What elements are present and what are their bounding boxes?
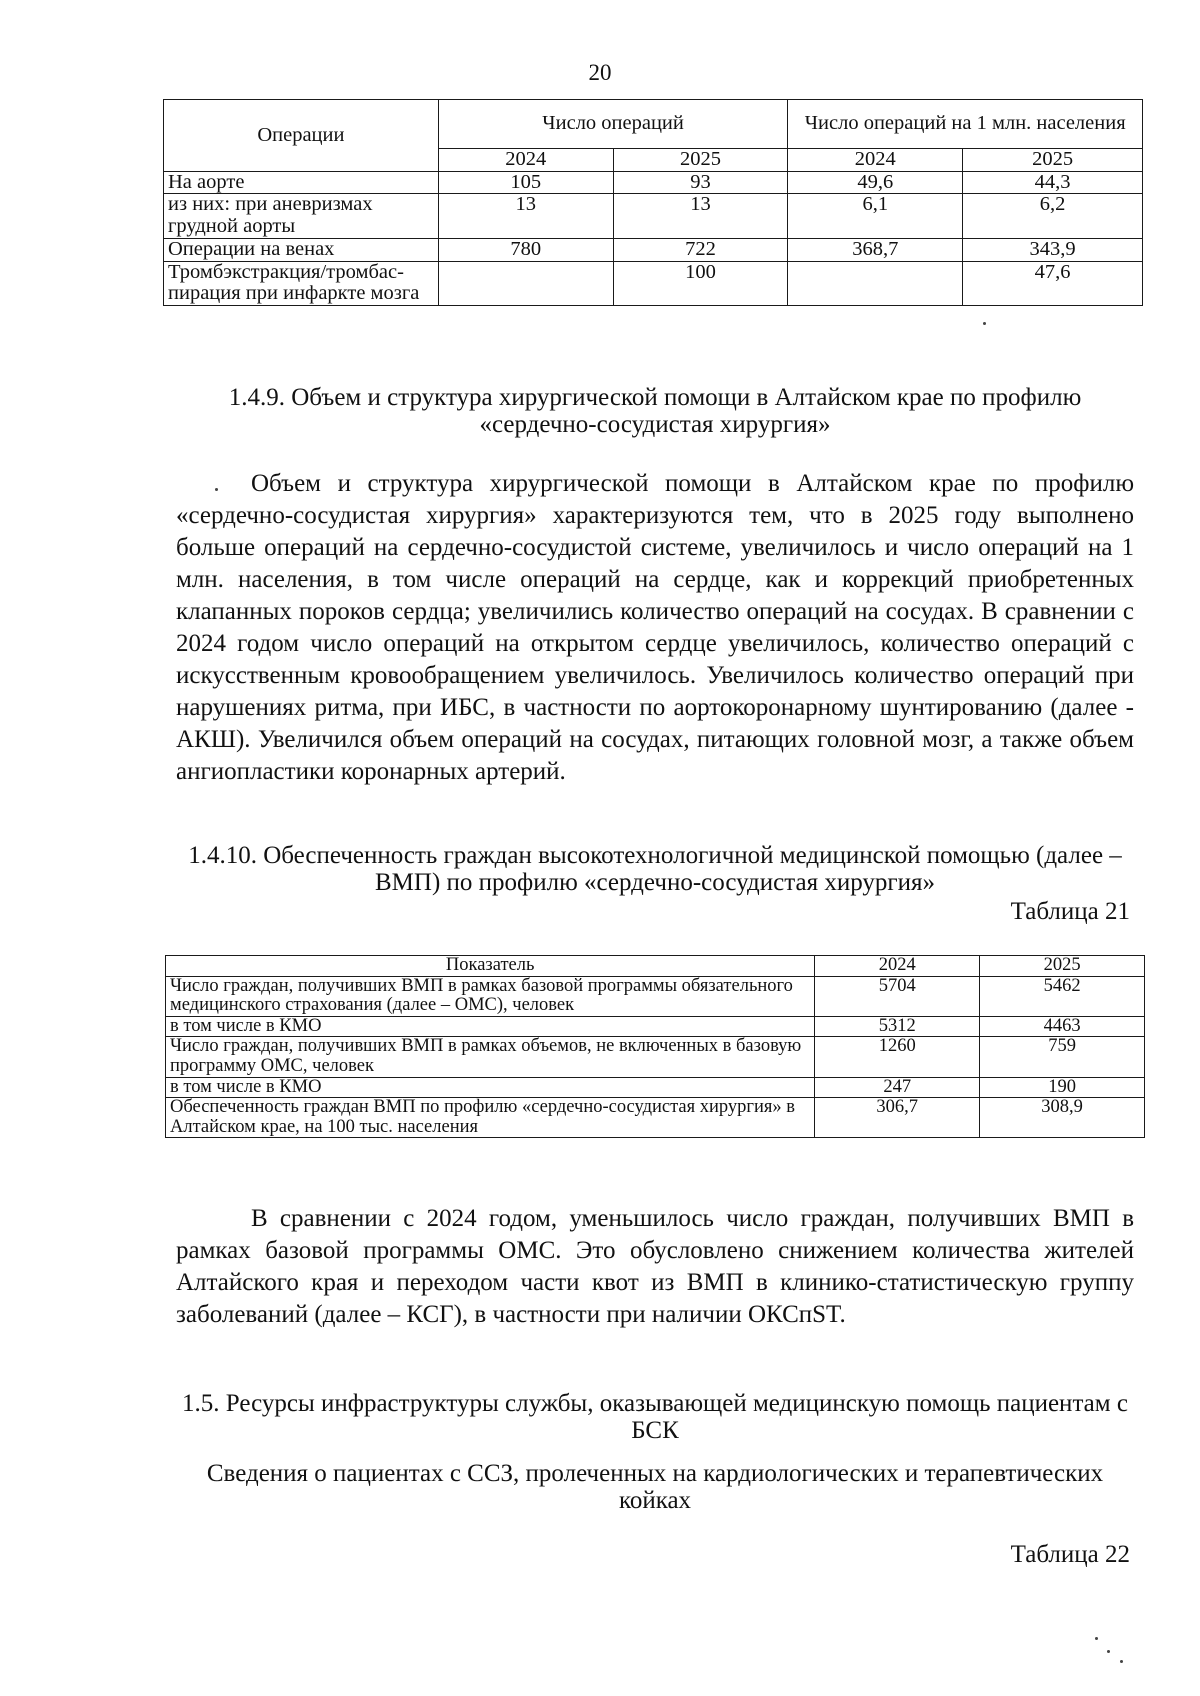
table-label-21: Таблица 21 [1010,898,1130,925]
surgery-operations-table [163,99,1143,306]
scan-speck [1120,1660,1123,1663]
cell-value: 13 [613,194,788,238]
cell-value: 247 [815,1077,980,1098]
section-paragraph-1-4-9: Объем и структура хирургической помощи в Алтайском крае по профилю «сердечно-сосудистая хирургия» характеризуются тем, что в 2025 году выполнено больше операций на сердечно-сосудистой системе, увеличилось и число операций на 1 млн. населения, в том числе операций на сердце, как и коррекций приобретенных клапанных пороков сердца; увеличились количество операций на сосудах. В сравнении с 2024 годом число операций на открытом сердце увеличилось, количество операций с искусственным кровообращением увеличилось. Увеличилось количество операций при нарушениях ритма, при ИБС, в частности по аортокоронарному шунтированию (далее - АКШ). Увеличился объем операций на сосудах, питающих головной мозг, а также объем ангиопластики коронарных артерий. [176,470,1134,786]
table-row [164,171,1143,194]
table-row [166,1098,1145,1138]
section-subheading-1-5: Сведения о пациентах с ССЗ, пролеченных на кардиологических и терапевтических койках [206,1460,1104,1514]
cell-value: 6,1 [788,194,963,238]
row-label: Операции на венах [164,238,439,261]
header-per-million: Число операций на 1 млн. населения [788,100,1143,149]
cell-value: 190 [980,1077,1145,1098]
table-row [164,238,1143,261]
table-label-22: Таблица 22 [1010,1541,1130,1568]
row-label: На аорте [164,171,439,194]
cell-value: 306,7 [815,1098,980,1138]
header-operation-count: Число операций [438,100,788,149]
cell-value: 308,9 [980,1098,1145,1138]
scan-speck [215,488,218,491]
cell-value: 44,3 [963,171,1143,194]
header-count-2024: 2024 [438,149,613,172]
header-count-2025: 2025 [613,149,788,172]
table-row [166,1077,1145,1098]
cell-value: 780 [438,238,613,261]
header-per-million-2025: 2025 [963,149,1143,172]
cell-value: 49,6 [788,171,963,194]
scan-speck [983,322,986,325]
header-operations: Операции [164,100,439,172]
header-per-million-2024: 2024 [788,149,963,172]
row-label: Число граждан, получивших ВМП в рамках объемов, не включенных в базовую программу ОМС, человек [166,1037,815,1077]
cell-value: 93 [613,171,788,194]
section-paragraph-1-4-10: В сравнении с 2024 годом, уменьшилось число граждан, получивших ВМП в рамках базовой программы ОМС. Это обусловлено снижением количества жителей Алтайского края и переходом части квот из ВМП в клинико-статистическую группу заболеваний (далее – КСГ), в частности при наличии ОКСпST. [176,1205,1134,1329]
cell-value: 47,6 [963,261,1143,305]
cell-value: 343,9 [963,238,1143,261]
cell-value: 759 [980,1037,1145,1077]
row-label: Тромбэкстракция/тромбас-пирация при инфаркте мозга [164,261,439,305]
row-label: Обеспеченность граждан ВМП по профилю «сердечно-сосудистая хирургия» в Алтайском крае, на 100 тыс. населения [166,1098,815,1138]
cell-value: 722 [613,238,788,261]
header-2024: 2024 [815,956,980,977]
page-number: 20 [588,60,612,85]
table-row [164,194,1143,238]
section-heading-1-4-9: 1.4.9. Объем и структура хирургической помощи в Алтайском крае по профилю «сердечно-сосудистая хирургия» [228,384,1082,438]
table-row [166,976,1145,1016]
header-2025: 2025 [980,956,1145,977]
table-row [166,1037,1145,1077]
cell-value: 5462 [980,976,1145,1016]
cell-value [788,261,963,305]
row-label: в том числе в КМО [166,1016,815,1037]
cell-value: 5704 [815,976,980,1016]
table-row [166,1016,1145,1037]
scan-speck [1107,1650,1110,1653]
cell-value: 6,2 [963,194,1143,238]
cell-value: 368,7 [788,238,963,261]
cell-value: 13 [438,194,613,238]
cell-value [438,261,613,305]
cell-value: 1260 [815,1037,980,1077]
vmp-table [165,955,1145,1138]
scan-speck [1095,1637,1098,1640]
header-indicator: Показатель [166,956,815,977]
cell-value: 4463 [980,1016,1145,1037]
cell-value: 105 [438,171,613,194]
row-label: в том числе в КМО [166,1077,815,1098]
table-row [164,261,1143,305]
row-label: Число граждан, получивших ВМП в рамках базовой программы обязательного медицинского страхования (далее – ОМС), человек [166,976,815,1016]
cell-value: 5312 [815,1016,980,1037]
section-heading-1-5: 1.5. Ресурсы инфраструктуры службы, оказывающей медицинскую помощь пациентам с БСК [182,1390,1128,1444]
cell-value: 100 [613,261,788,305]
section-heading-1-4-10: 1.4.10. Обеспеченность граждан высокотехнологичной медицинской помощью (далее – ВМП) по профилю «сердечно-сосудистая хирургия» [188,842,1122,896]
row-label: из них: при аневризмах грудной аорты [164,194,439,238]
